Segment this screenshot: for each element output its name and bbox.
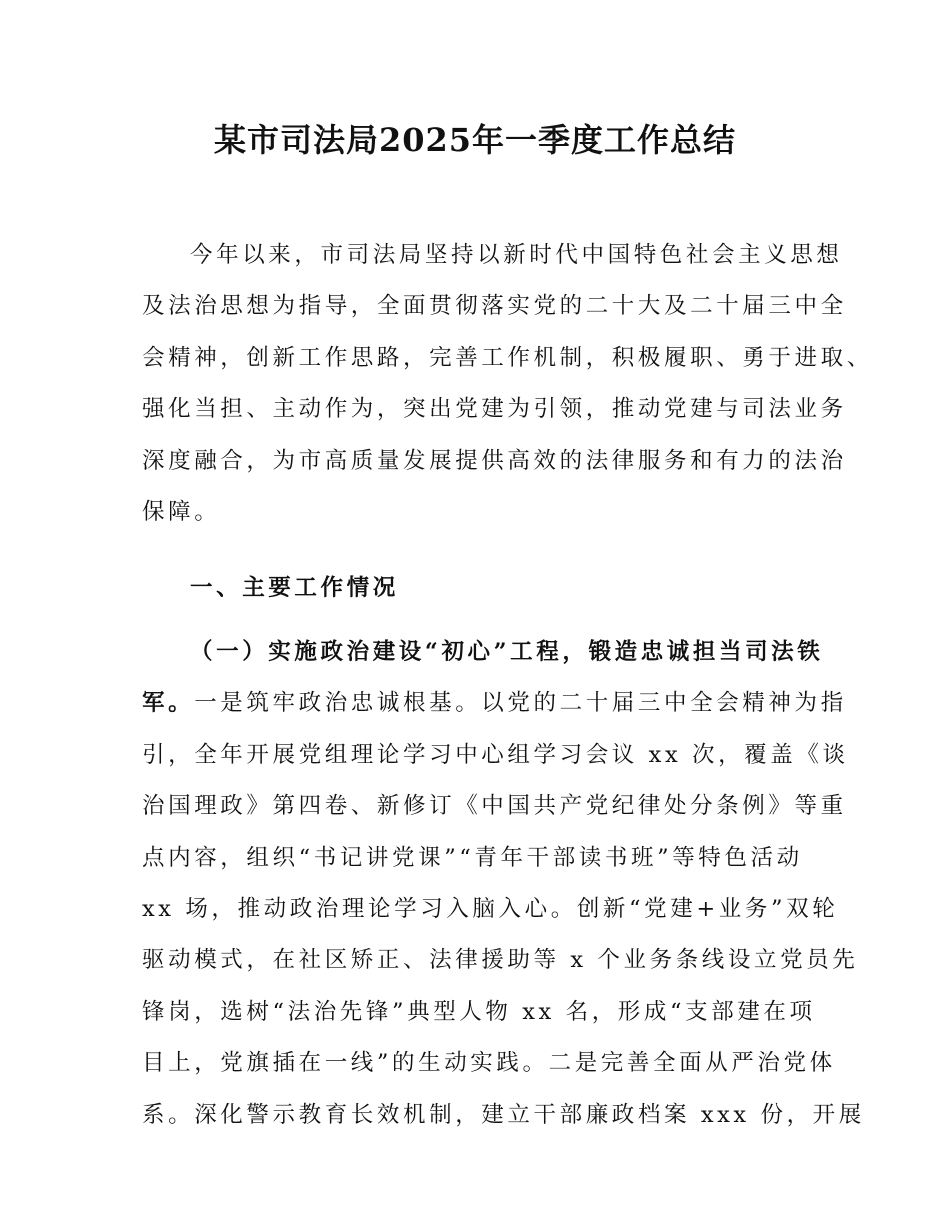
paragraph-line: 强化当担、主动作为，突出党建为引领，推动党建与司法业务 <box>142 396 847 423</box>
section-heading-text: 一、主要工作情况 <box>190 575 399 601</box>
paragraph-line: 治国理政》第四卷、新修订《中国共产党纪律处分条例》等重 <box>142 793 847 820</box>
paragraph-line: 驱动模式，在社区矫正、法律援助等 x 个业务条线设立党员先 <box>142 947 859 974</box>
section-heading <box>142 563 822 614</box>
paragraph-line: 系。深化警示教育长效机制，建立干部廉政档案 xxx 份，开展 <box>142 1101 865 1128</box>
intro-paragraph <box>142 230 873 538</box>
paragraph-line: 及法治思想为指导，全面贯彻落实党的二十大及二十届三中全 <box>142 293 847 320</box>
paragraph-line: 今年以来，市司法局坚持以新时代中国特色社会主义思想 <box>190 242 843 268</box>
paragraph-line: 保障。 <box>142 498 221 525</box>
paragraph-line: 引，全年开展党组理论学习中心组学习会议 xx 次，覆盖《谈 <box>142 741 849 768</box>
paragraph-line: 目上，党旗插在一线”的生动实践。二是完善全面从严治党体 <box>142 1050 836 1077</box>
subsection-heading-end: 军。 <box>142 690 195 717</box>
paragraph-line: 会精神，创新工作思路，完善工作机制，积极履职、勇于进取、 <box>142 344 873 371</box>
paragraph-text: 一是筑牢政治忠诚根基。以党的二十届三中全会精神为指 <box>194 690 847 717</box>
paragraph-line: 锋岗，选树“法治先锋”典型人物 xx 名，形成“支部建在项 <box>142 998 816 1025</box>
subsection-heading: （一）实施政治建设“初心”工程，锻造忠诚担当司法铁 <box>190 639 824 665</box>
paragraph-line <box>142 678 847 729</box>
paragraph-line: 点内容，组织“书记讲党课”“青年干部读书班”等特色活动 <box>142 844 803 871</box>
subsection-paragraph <box>142 627 865 1141</box>
paragraph-line: xx 场，推动政治理论学习入脑入心。创新“党建+业务”双轮 <box>142 895 839 922</box>
document-title: 某市司法局2025年一季度工作总结 <box>213 121 737 159</box>
paragraph-line: 深度融合，为市高质量发展提供高效的法律服务和有力的法治 <box>142 447 847 474</box>
